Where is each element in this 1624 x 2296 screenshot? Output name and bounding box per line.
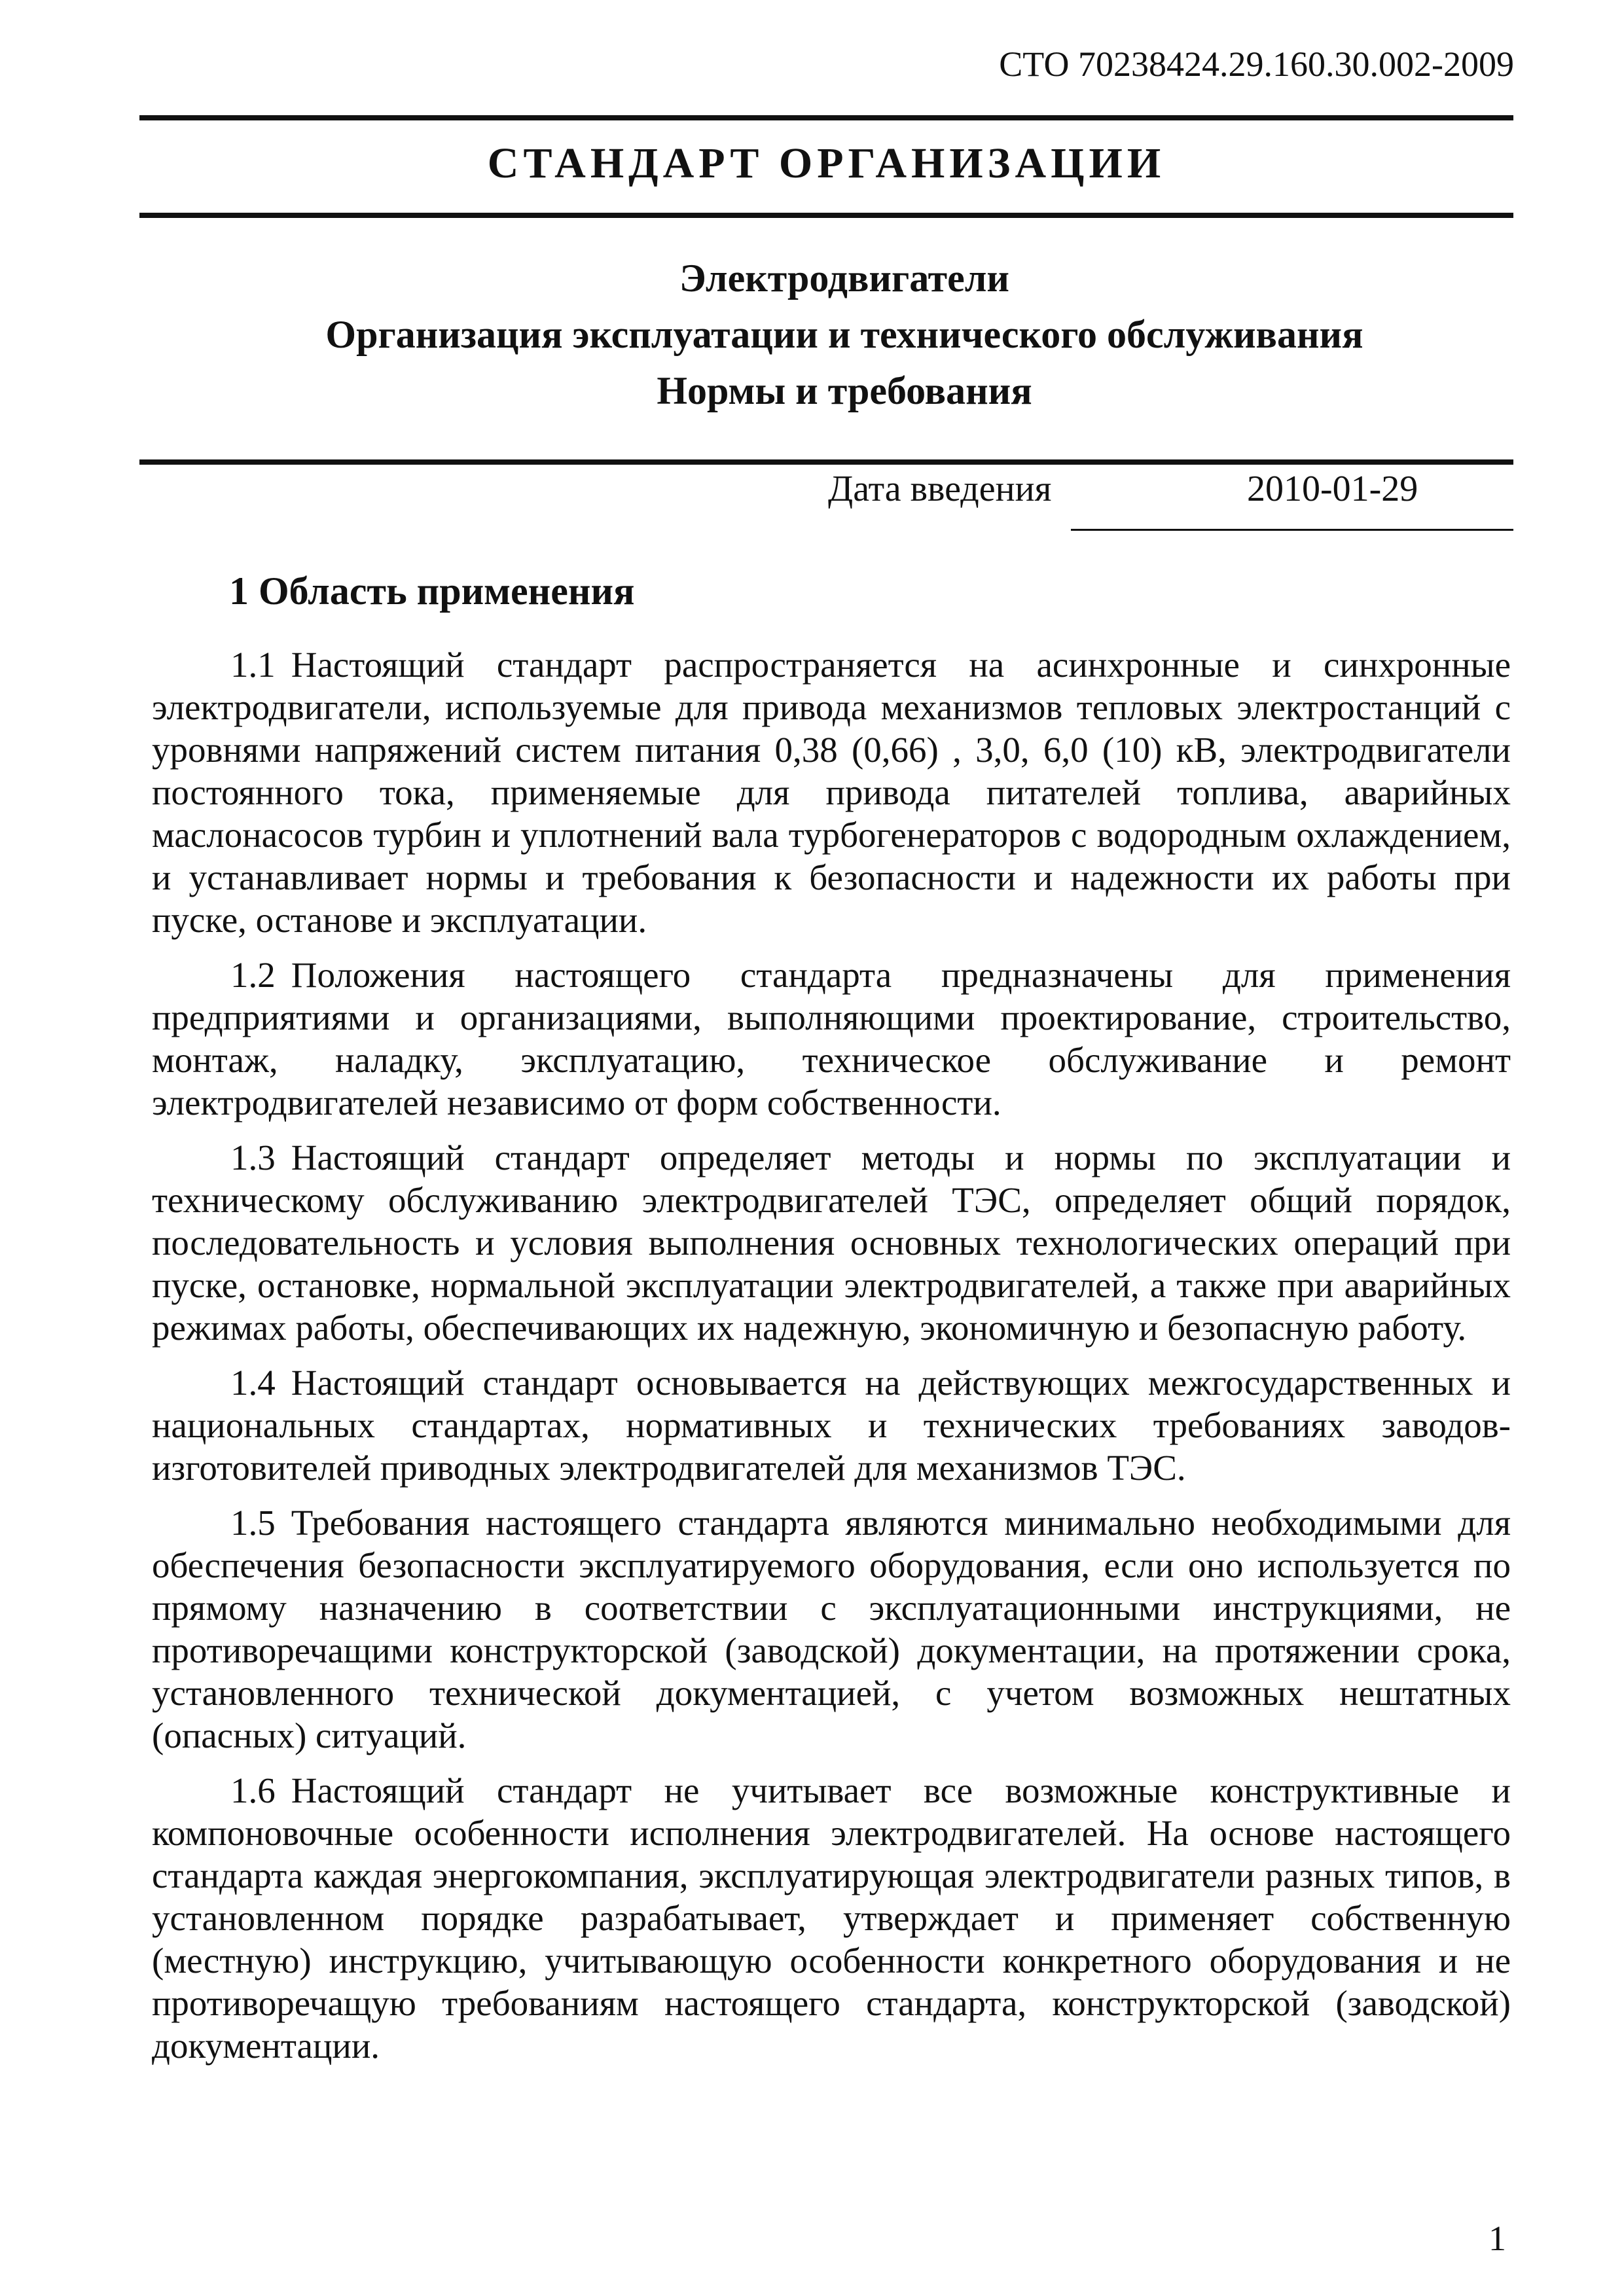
intro-date-underline [1071, 529, 1513, 531]
intro-date-label: Дата введения [828, 469, 1052, 509]
paragraph-number: 1.2 [230, 955, 276, 995]
paragraph-1-4 [152, 1361, 1511, 1489]
paragraph-number: 1.4 [230, 1363, 276, 1403]
paragraph-text: Настоящий стандарт не учитывает все возможные конструктивные и компоновочные особенности исполнения электродвигателей. На основе настоящего стандарта каждая энергокомпания, эксплуатирующая электродвигатели разных типов, в установленном порядке разрабатывает, утверждает и применяет собственную (местную) инструкцию, учитывающую особенности конкретного оборудования и не противоречащую требованиям настоящего стандарта, конструкторской (заводской) документации. [152, 1770, 1511, 2066]
document-title [249, 250, 1440, 419]
paragraph-number: 1.5 [230, 1503, 276, 1543]
title-line-scope: Организация эксплуатации и технического обслуживания [325, 313, 1363, 356]
page-number: 1 [1489, 2219, 1506, 2258]
paragraph-text: Настоящий стандарт распространяется на асинхронные и синхронные электродвигатели, используемые для привода механизмов тепловых электростанций с уровнями напряжений систем питания 0,38 (0,66) , 3,0, 6,0 (10) кВ, электродвигатели постоянного тока, применяемые для привода питателей топлива, аварийных маслонасосов турбин и уплотнений вала турбогенераторов с водородным охлаждением, и устанавливает нормы и требования к безопасности и надежности их работы при пуске, останове и эксплуатации. [152, 645, 1511, 940]
paragraph-1-3 [152, 1136, 1511, 1349]
document-code: СТО 70238424.29.160.30.002-2009 [999, 45, 1514, 84]
paragraph-1-6 [152, 1769, 1511, 2067]
paragraph-1-2 [152, 954, 1511, 1124]
section-heading: 1 Область применения [229, 569, 635, 613]
paragraph-text: Настоящий стандарт определяет методы и нормы по эксплуатации и техническому обслуживанию электродвигателей ТЭС, определяет общий порядок, последовательность и условия выполнения основных технологических операций при пуске, остановке, нормальной эксплуатации электродвигателей, а также при аварийных режимах работы, обеспечивающих их надежную, экономичную и безопасную работу. [152, 1138, 1511, 1348]
intro-date-value: 2010-01-29 [1247, 469, 1418, 509]
paragraph-text: Требования настоящего стандарта являются минимально необходимыми для обеспечения безопасности эксплуатируемого оборудования, если оно используется по прямому назначению в соответствии с эксплуатационными инструкциями, не противоречащими конструкторской (заводской) документации, на протяжении срока, установленного технической документацией, с учетом возможных нештатных (опасных) ситуаций. [152, 1503, 1511, 1755]
section-body [152, 643, 1511, 2079]
paragraph-number: 1.3 [230, 1138, 276, 1177]
paragraph-number: 1.1 [230, 645, 276, 685]
paragraph-text: Положения настоящего стандарта предназначены для применения предприятиями и организациями, выполняющими проектирование, строительство, монтаж, наладку, эксплуатацию, техническое обслуживание и ремонт электродвигателей независимо от форм собственности. [152, 955, 1511, 1122]
top-rule-divider [139, 115, 1513, 120]
paragraph-text: Настоящий стандарт основывается на действующих межгосударственных и национальных стандартах, нормативных и технических требованиях заводов-изготовителей приводных электродвигателей для механизмов ТЭС. [152, 1363, 1511, 1488]
middle-rule-divider [139, 213, 1513, 218]
paragraph-1-5 [152, 1501, 1511, 1757]
title-line-subject: Электродвигатели [679, 257, 1009, 300]
title-line-type: Нормы и требования [657, 369, 1032, 412]
paragraph-1-1 [152, 643, 1511, 941]
organization-standard-heading: СТАНДАРТ ОРГАНИЗАЦИИ [487, 139, 1166, 187]
paragraph-number: 1.6 [230, 1770, 276, 1810]
